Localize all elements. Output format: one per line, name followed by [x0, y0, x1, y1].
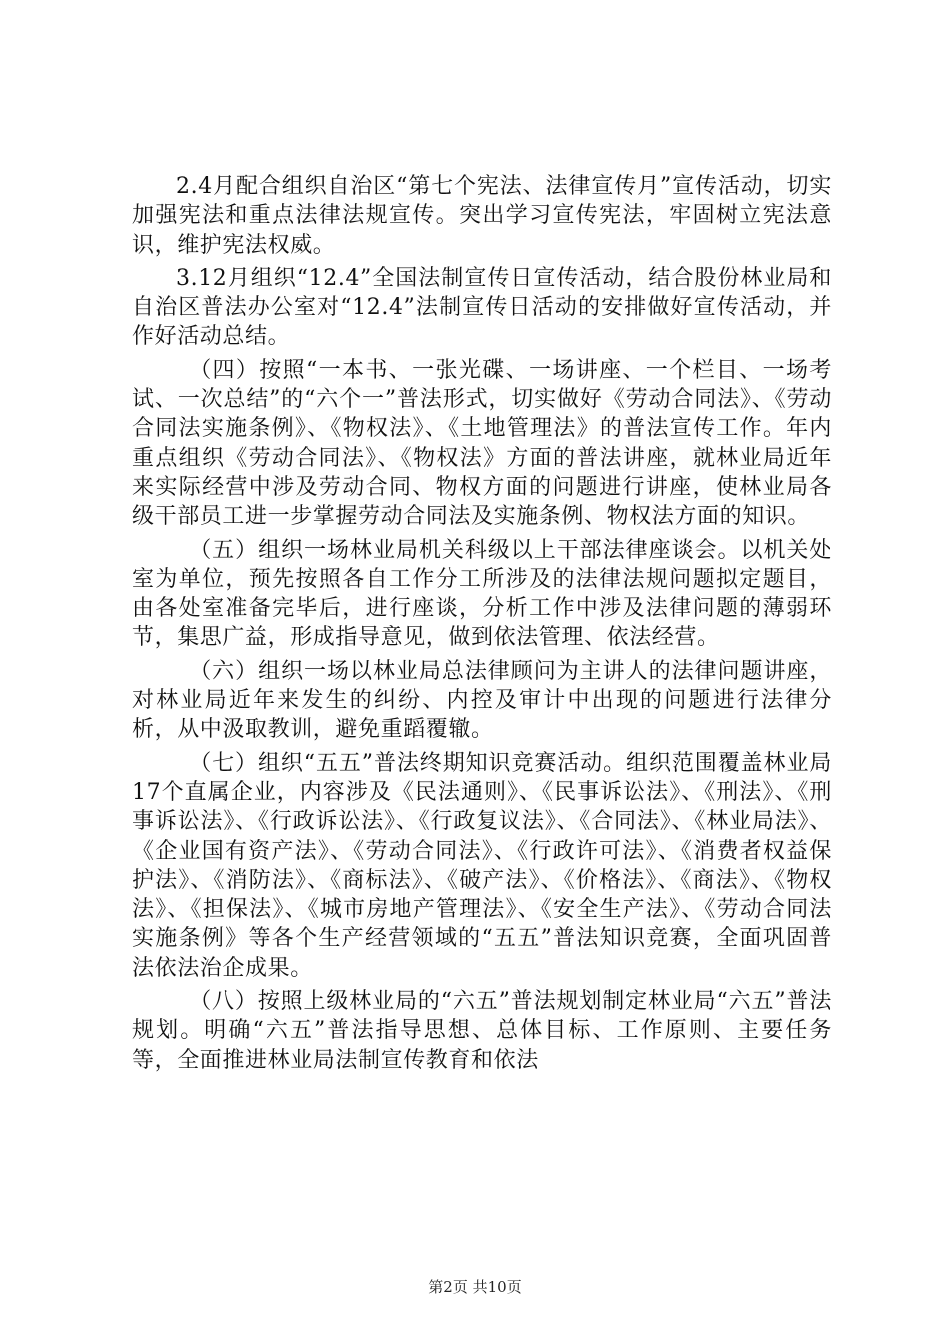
paragraph-item-2: 2.4月配合组织自治区“第七个宪法、法律宣传月”宣传活动，切实加强宪法和重点法律法规宣传。突出学习宣传宪法，牢固树立宪法意识，维护宪法权威。: [132, 174, 832, 258]
paragraph-section-5: （五）组织一场林业局机关科级以上干部法律座谈会。以机关处室为单位，预先按照各自工作分工所涉及的法律法规问题拟定题目，由各处室准备完毕后，进行座谈，分析工作中涉及法律问题的薄弱环节，集思广益，形成指导意见，做到依法管理、依法经营。: [132, 537, 832, 651]
paragraph-section-6: （六）组织一场以林业局总法律顾问为主讲人的法律问题讲座，对林业局近年来发生的纠纷、内控及审计中出现的问题进行法律分析，从中汲取教训，避免重蹈覆辙。: [132, 658, 832, 743]
page-number-footer: 第2页 共10页: [428, 1278, 522, 1296]
paragraph-section-7: （七）组织“五五”普法终期知识竞赛活动。组织范围覆盖林业局17个直属企业，内容涉及《民法通则》、《民事诉讼法》、《刑法》、《刑事诉讼法》、《行政诉讼法》、《行政复议法》、《合同法》、《林业局法》、《企业国有资产法》、《劳动合同法》、《行政许可法》、《消费者权益保护法》、《消防法》、《商标法》、《破产法》、《价格法》、《商法》、《物权法》、《担保法》、《城市房地产管理法》、《安全生产法》、《劳动合同法实施条例》等各个生产经营领域的“五五”普法知识竞赛，全面巩固普法依法治企成果。: [132, 750, 832, 981]
document-body: [132, 172, 832, 1075]
paragraph-section-8: （八）按照上级林业局的“六五”普法规划制定林业局“六五”普法规划。明确“六五”普法指导思想、总体目标、工作原则、主要任务等，全面推进林业局法制宣传教育和依法: [132, 989, 832, 1073]
paragraph-item-3: 3.12月组织“12.4”全国法制宣传日宣传活动，结合股份林业局和自治区普法办公室对“12.4”法制宣传日活动的安排做好宣传活动，并作好活动总结。: [132, 265, 832, 350]
paragraph-section-4: （四）按照“一本书、一张光碟、一场讲座、一个栏目、一场考试、一次总结”的“六个一”普法形式，切实做好《劳动合同法》、《劳动合同法实施条例》、《物权法》、《土地管理法》的普法宣传工作。年内重点组织《劳动合同法》、《物权法》方面的普法讲座，就林业局近年来实际经营中涉及劳动合同、物权方面的问题进行讲座，使林业局各级干部员工进一步掌握劳动合同法及实施条例、物权法方面的知识。: [132, 357, 832, 530]
